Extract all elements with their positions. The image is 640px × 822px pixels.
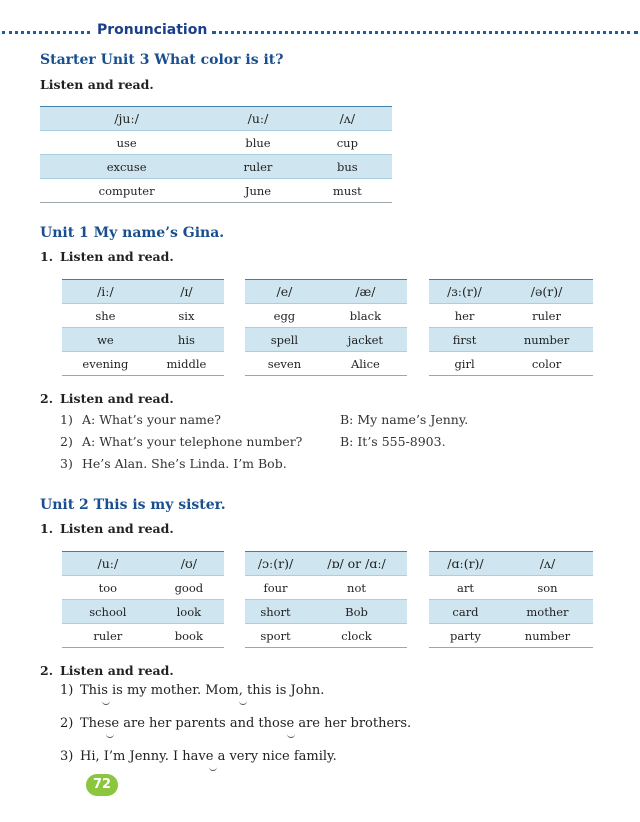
sentence-number: 2) (60, 716, 74, 731)
table-cell: clock (306, 624, 407, 648)
table-cell: June (213, 179, 302, 203)
unit1-sentence-1a (60, 412, 221, 427)
page-number-badge: 72 (86, 774, 118, 796)
sentence-text: These are her parents and those are her brothers. (80, 716, 412, 731)
table-cell: party (429, 624, 502, 648)
section-title: Pronunciation (97, 22, 208, 38)
table-cell: art (429, 576, 502, 600)
sentence-text: This is my mother. Mom, this is John. (80, 683, 325, 698)
table-header-cell: /iː/ (62, 280, 149, 304)
exercise-label: Listen and read. (60, 249, 174, 264)
table-cell: Alice (324, 352, 407, 376)
sentence-number: 3) (60, 456, 73, 471)
section-header (0, 22, 640, 42)
unit2-phonics-table-3 (429, 551, 593, 648)
sentence-text: Hi, I’m Jenny. I have a very nice family. (80, 749, 337, 764)
table-header-cell: /uː/ (62, 552, 154, 576)
starter-unit-title: Starter Unit 3 What color is it? (40, 52, 284, 68)
liaison-mark (209, 766, 217, 771)
liaison-mark (106, 733, 114, 738)
starter-instruction: Listen and read. (40, 77, 154, 92)
unit1-title: Unit 1 My name’s Gina. (40, 225, 225, 241)
table-cell: black (324, 304, 407, 328)
sentence-text: A: What’s your telephone number? (82, 434, 303, 449)
table-cell: number (502, 624, 593, 648)
table-cell: computer (40, 179, 213, 203)
table-cell: seven (245, 352, 324, 376)
sentence-number: 2) (60, 434, 73, 449)
exercise-label: Listen and read. (60, 521, 174, 536)
table-header-cell: /ɪ/ (149, 280, 224, 304)
table-cell: her (429, 304, 500, 328)
table-cell: sport (245, 624, 306, 648)
table-cell: school (62, 600, 154, 624)
table-header-cell: /e/ (245, 280, 324, 304)
unit2-phonics-table-2 (245, 551, 407, 648)
table-cell: spell (245, 328, 324, 352)
unit2-phonics-table-1 (62, 551, 224, 648)
table-cell: bus (303, 155, 392, 179)
exercise-label: Listen and read. (60, 663, 174, 678)
dotted-rule-left (2, 31, 90, 34)
table-cell: excuse (40, 155, 213, 179)
table-cell: blue (213, 131, 302, 155)
table-cell: his (149, 328, 224, 352)
sentence-number: 1) (60, 412, 73, 427)
sentence-number: 3) (60, 749, 74, 764)
table-header-cell: /ʌ/ (303, 107, 392, 131)
table-cell: too (62, 576, 154, 600)
table-header-cell: /ʌ/ (502, 552, 593, 576)
table-header-cell: /uː/ (213, 107, 302, 131)
table-header-cell: /ɜː(r)/ (429, 280, 500, 304)
table-header-cell: /ɒ/ or /ɑː/ (306, 552, 407, 576)
exercise-number: 1. (40, 521, 54, 536)
table-cell: egg (245, 304, 324, 328)
table-cell: four (245, 576, 306, 600)
table-cell: son (502, 576, 593, 600)
table-header-cell: /ɑː(r)/ (429, 552, 502, 576)
exercise-number: 2. (40, 663, 54, 678)
table-cell: look (154, 600, 224, 624)
unit1-sentence-1b: B: My name’s Jenny. (340, 412, 469, 427)
liaison-mark (239, 700, 247, 705)
table-cell: use (40, 131, 213, 155)
table-cell: short (245, 600, 306, 624)
table-cell: we (62, 328, 149, 352)
unit1-phonics-table-1 (62, 279, 224, 376)
unit1-phonics-table-2 (245, 279, 407, 376)
table-cell: cup (303, 131, 392, 155)
table-header-cell: /æ/ (324, 280, 407, 304)
unit1-sentence-3 (60, 456, 287, 471)
sentence-text: A: What’s your name? (82, 412, 221, 427)
table-cell: ruler (62, 624, 154, 648)
dotted-rule-right (212, 31, 638, 34)
sentence-text: He’s Alan. She’s Linda. I’m Bob. (82, 456, 287, 471)
table-cell: card (429, 600, 502, 624)
unit1-sentence-2b: B: It’s 555-8903. (340, 434, 446, 449)
liaison-mark (102, 700, 110, 705)
unit1-ex2-heading (40, 391, 174, 406)
table-cell: not (306, 576, 407, 600)
unit2-ex1-heading (40, 521, 174, 536)
table-cell: jacket (324, 328, 407, 352)
unit2-title: Unit 2 This is my sister. (40, 497, 226, 513)
table-cell: ruler (500, 304, 593, 328)
table-cell: color (500, 352, 593, 376)
unit2-sentence-2 (60, 716, 411, 731)
table-cell: Bob (306, 600, 407, 624)
starter-phonics-table (40, 106, 392, 203)
table-cell: six (149, 304, 224, 328)
sentence-number: 1) (60, 683, 74, 698)
table-cell: book (154, 624, 224, 648)
table-cell: girl (429, 352, 500, 376)
table-cell: ruler (213, 155, 302, 179)
table-cell: mother (502, 600, 593, 624)
table-cell: number (500, 328, 593, 352)
table-cell: evening (62, 352, 149, 376)
unit2-ex2-heading (40, 663, 174, 678)
unit1-phonics-table-3 (429, 279, 593, 376)
unit2-sentence-3 (60, 749, 337, 764)
exercise-number: 1. (40, 249, 54, 264)
table-header-cell: /ɔː(r)/ (245, 552, 306, 576)
liaison-mark (287, 733, 295, 738)
table-cell: middle (149, 352, 224, 376)
table-header-cell: /ə(r)/ (500, 280, 593, 304)
table-header-cell: /juː/ (40, 107, 213, 131)
table-cell: good (154, 576, 224, 600)
unit2-sentence-1 (60, 683, 324, 698)
table-header-cell: /ʊ/ (154, 552, 224, 576)
table-cell: must (303, 179, 392, 203)
exercise-number: 2. (40, 391, 54, 406)
unit1-sentence-2a (60, 434, 302, 449)
exercise-label: Listen and read. (60, 391, 174, 406)
table-cell: first (429, 328, 500, 352)
table-cell: she (62, 304, 149, 328)
unit1-ex1-heading (40, 249, 174, 264)
